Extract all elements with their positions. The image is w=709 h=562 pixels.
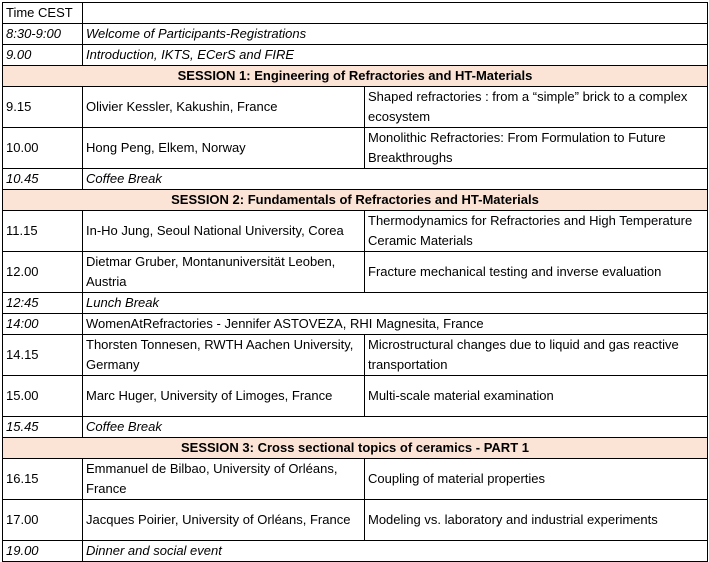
time-cell: 8:30-9:00 xyxy=(3,24,83,45)
schedule-row-event xyxy=(3,45,708,66)
event-cell: Welcome of Participants-Registrations xyxy=(83,24,708,45)
program-schedule-table xyxy=(2,2,708,562)
event-cell: Lunch Break xyxy=(83,293,708,314)
schedule-row-talk xyxy=(3,128,708,169)
time-cell: 9.00 xyxy=(3,45,83,66)
talk-title-cell: Modeling vs. laboratory and industrial experiments xyxy=(365,500,708,541)
speaker-cell: Emmanuel de Bilbao, University of Orléans, France xyxy=(83,459,365,500)
session-title: SESSION 1: Engineering of Refractories and HT-Materials xyxy=(3,66,708,87)
time-cell: 14.15 xyxy=(3,335,83,376)
speaker-cell: Marc Huger, University of Limoges, France xyxy=(83,376,365,417)
header-empty-cell xyxy=(83,3,708,24)
schedule-row-event xyxy=(3,169,708,190)
session-header-row xyxy=(3,438,708,459)
event-cell: Dinner and social event xyxy=(83,541,708,562)
time-column-header: Time CEST xyxy=(3,3,83,24)
talk-title-cell: Coupling of material properties xyxy=(365,459,708,500)
schedule-row-talk xyxy=(3,87,708,128)
talk-title-cell: Fracture mechanical testing and inverse evaluation xyxy=(365,252,708,293)
time-cell: 11.15 xyxy=(3,211,83,252)
speaker-cell: Thorsten Tonnesen, RWTH Aachen University, Germany xyxy=(83,335,365,376)
schedule-row-event xyxy=(3,24,708,45)
time-cell: 19.00 xyxy=(3,541,83,562)
session-header-row xyxy=(3,190,708,211)
talk-title-cell: Multi-scale material examination xyxy=(365,376,708,417)
time-cell: 12:45 xyxy=(3,293,83,314)
time-cell: 9.15 xyxy=(3,87,83,128)
schedule-row-talk xyxy=(3,335,708,376)
event-cell: WomenAtRefractories - Jennifer ASTOVEZA, RHI Magnesita, France xyxy=(83,314,708,335)
time-cell: 16.15 xyxy=(3,459,83,500)
schedule-row-talk xyxy=(3,376,708,417)
event-cell: Coffee Break xyxy=(83,417,708,438)
speaker-cell: Hong Peng, Elkem, Norway xyxy=(83,128,365,169)
session-header-row xyxy=(3,66,708,87)
schedule-row-event xyxy=(3,314,708,335)
schedule-row-talk xyxy=(3,211,708,252)
time-cell: 10.45 xyxy=(3,169,83,190)
session-title: SESSION 2: Fundamentals of Refractories and HT-Materials xyxy=(3,190,708,211)
talk-title-cell: Thermodynamics for Refractories and High Temperature Ceramic Materials xyxy=(365,211,708,252)
speaker-cell: Olivier Kessler, Kakushin, France xyxy=(83,87,365,128)
speaker-cell: In-Ho Jung, Seoul National University, Corea xyxy=(83,211,365,252)
schedule-row-event xyxy=(3,293,708,314)
event-cell: Introduction, IKTS, ECerS and FIRE xyxy=(83,45,708,66)
speaker-cell: Jacques Poirier, University of Orléans, France xyxy=(83,500,365,541)
time-cell: 10.00 xyxy=(3,128,83,169)
event-cell: Coffee Break xyxy=(83,169,708,190)
time-cell: 15.45 xyxy=(3,417,83,438)
schedule-row-talk xyxy=(3,500,708,541)
time-cell: 14:00 xyxy=(3,314,83,335)
time-cell: 15.00 xyxy=(3,376,83,417)
schedule-row-event xyxy=(3,541,708,562)
session-title: SESSION 3: Cross sectional topics of ceramics - PART 1 xyxy=(3,438,708,459)
schedule-row-talk xyxy=(3,252,708,293)
talk-title-cell: Microstructural changes due to liquid and gas reactive transportation xyxy=(365,335,708,376)
talk-title-cell: Monolithic Refractories: From Formulation to Future Breakthroughs xyxy=(365,128,708,169)
table-header-row xyxy=(3,3,708,24)
time-cell: 17.00 xyxy=(3,500,83,541)
time-cell: 12.00 xyxy=(3,252,83,293)
speaker-cell: Dietmar Gruber, Montanuniversität Leoben, Austria xyxy=(83,252,365,293)
talk-title-cell: Shaped refractories : from a “simple” brick to a complex ecosystem xyxy=(365,87,708,128)
schedule-row-event xyxy=(3,417,708,438)
schedule-row-talk xyxy=(3,459,708,500)
